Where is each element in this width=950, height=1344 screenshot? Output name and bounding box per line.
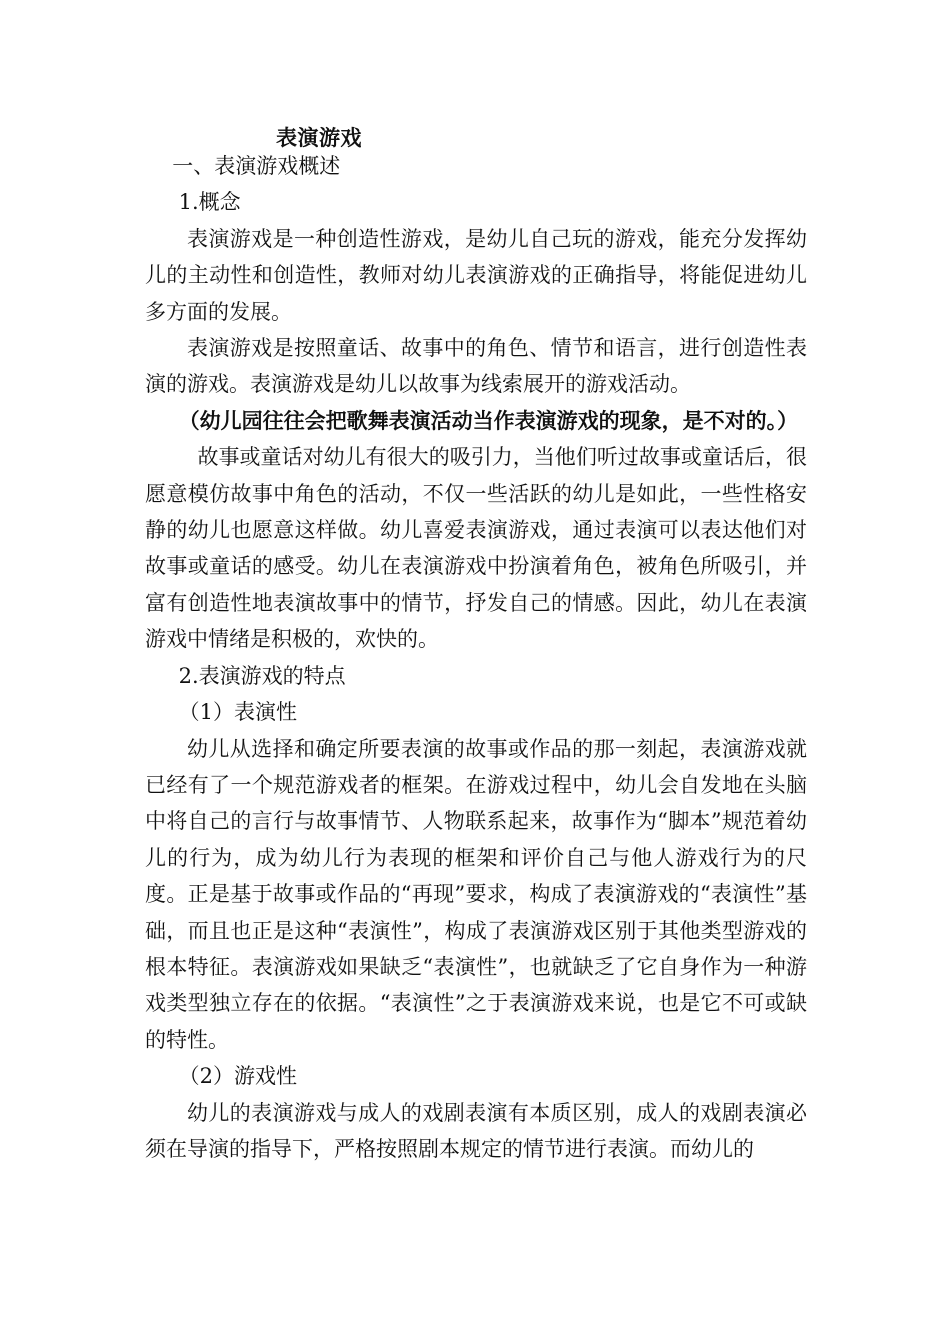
subsection-heading: 1.概念 xyxy=(178,190,241,215)
subsection-heading: 2.表演游戏的特点 xyxy=(178,663,346,688)
point-heading: （1）表演性 xyxy=(178,700,297,725)
paragraph: 故事或童话对幼儿有很大的吸引力，当他们听过故事或童话后，很愿意模仿故事中角色的活动，不仅一些活跃的幼儿是如此，一些性格安静的幼儿也愿意这样做。幼儿喜爱表演游戏，通过表演可以表达他们对故事或童话的感受。幼儿在表演游戏中扮演着角色，被角色所吸引，并富有创造性地表演故事中的情节，抒发自己的情感。因此，幼儿在表演游戏中情绪是积极的，欢快的。 xyxy=(145,445,807,652)
bold-note-paragraph: （幼儿园往往会把歌舞表演活动当作表演游戏的现象，是不对的。） xyxy=(178,407,799,433)
document-title: 表演游戏 xyxy=(276,125,362,150)
paragraph: 幼儿的表演游戏与成人的戏剧表演有本质区别，成人的戏剧表演必须在导演的指导下，严格按照剧本规定的情节进行表演。而幼儿的 xyxy=(145,1100,807,1161)
point-heading: （2）游戏性 xyxy=(178,1064,297,1089)
paragraph: 幼儿从选择和确定所要表演的故事或作品的那一刻起，表演游戏就已经有了一个规范游戏者的框架。在游戏过程中，幼儿会自发地在头脑中将自己的言行与故事情节、人物联系起来，故事作为“脚本”规范着幼儿的行为，成为幼儿行为表现的框架和评价自己与他人游戏行为的尺度。正是基于故事或作品的“再现”要求，构成了表演游戏的“表演性”基础，而且也正是这种“表演性”，构成了表演游戏区别于其他类型游戏的根本特征。表演游戏如果缺乏“表演性”，也就缺乏了它自身作为一种游戏类型独立存在的依据。“表演性”之于表演游戏来说，也是它不可或缺的特性。 xyxy=(145,736,807,1052)
paragraph: 表演游戏是按照童话、故事中的角色、情节和语言，进行创造性表演的游戏。表演游戏是幼儿以故事为线索展开的游戏活动。 xyxy=(145,336,807,397)
section-heading: 一、表演游戏概述 xyxy=(172,154,341,178)
document-body xyxy=(145,148,807,1167)
paragraph: 表演游戏是一种创造性游戏，是幼儿自己玩的游戏，能充分发挥幼儿的主动性和创造性，教师对幼儿表演游戏的正确指导，将能促进幼儿多方面的发展。 xyxy=(145,226,807,324)
